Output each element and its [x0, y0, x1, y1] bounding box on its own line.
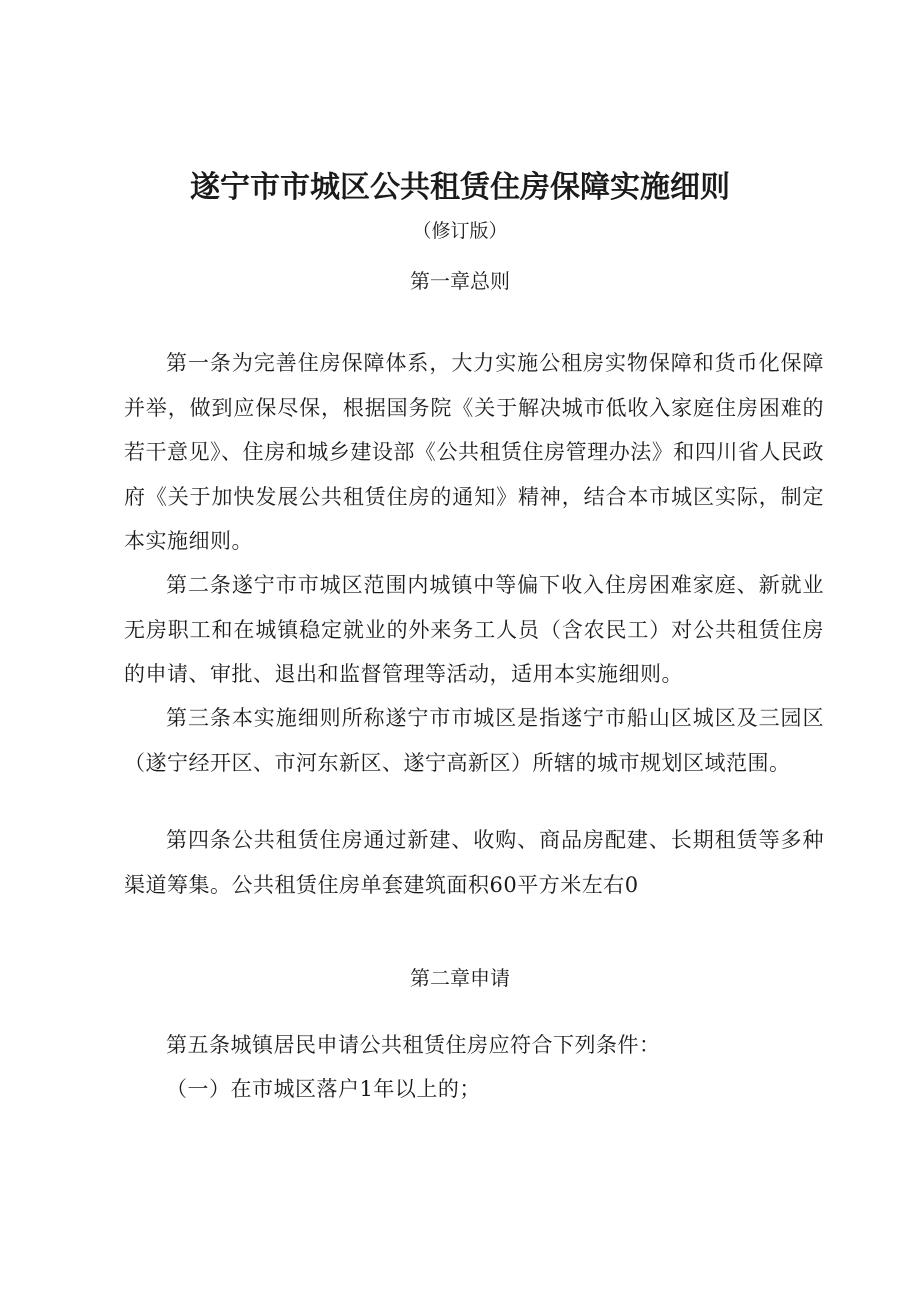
document-subtitle: （修订版） — [412, 220, 508, 242]
article-4: 第四条公共租赁住房通过新建、收购、商品房配建、长期租赁等多种渠道筹集。公共租赁住房单套建筑面积60平方米左右0 — [124, 828, 824, 897]
list-item-1: （一）在市城区落户1年以上的； — [166, 1077, 481, 1101]
article-5: 第五条城镇居民申请公共租赁住房应符合下列条件： — [166, 1033, 661, 1057]
chapter-heading-2: 第二章申请 — [410, 966, 510, 990]
article-3: 第三条本实施细则所称遂宁市市城区是指遂宁市船山区城区及三园区（遂宁经开区、市河东新区、遂宁高新区）所辖的城市规划区域范围。 — [124, 706, 824, 775]
document-title: 遂宁市市城区公共租赁住房保障实施细则 — [190, 170, 730, 205]
article-2: 第二条遂宁市市城区范围内城镇中等偏下收入住房困难家庭、新就业无房职工和在城镇稳定就业的外来务工人员（含农民工）对公共租赁住房的申请、审批、退出和监督管理等活动，适用本实施细则。 — [124, 573, 824, 686]
chapter-heading-1: 第一章总则 — [410, 269, 510, 293]
article-1: 第一条为完善住房保障体系，大力实施公租房实物保障和货币化保障并举，做到应保尽保，根据国务院《关于解决城市低收入家庭住房困难的若干意见》、住房和城乡建设部《公共租赁住房管理办法》和四川省人民政府《关于加快发展公共租赁住房的通知》精神，结合本市城区实际，制定本实施细则。 — [124, 351, 824, 553]
